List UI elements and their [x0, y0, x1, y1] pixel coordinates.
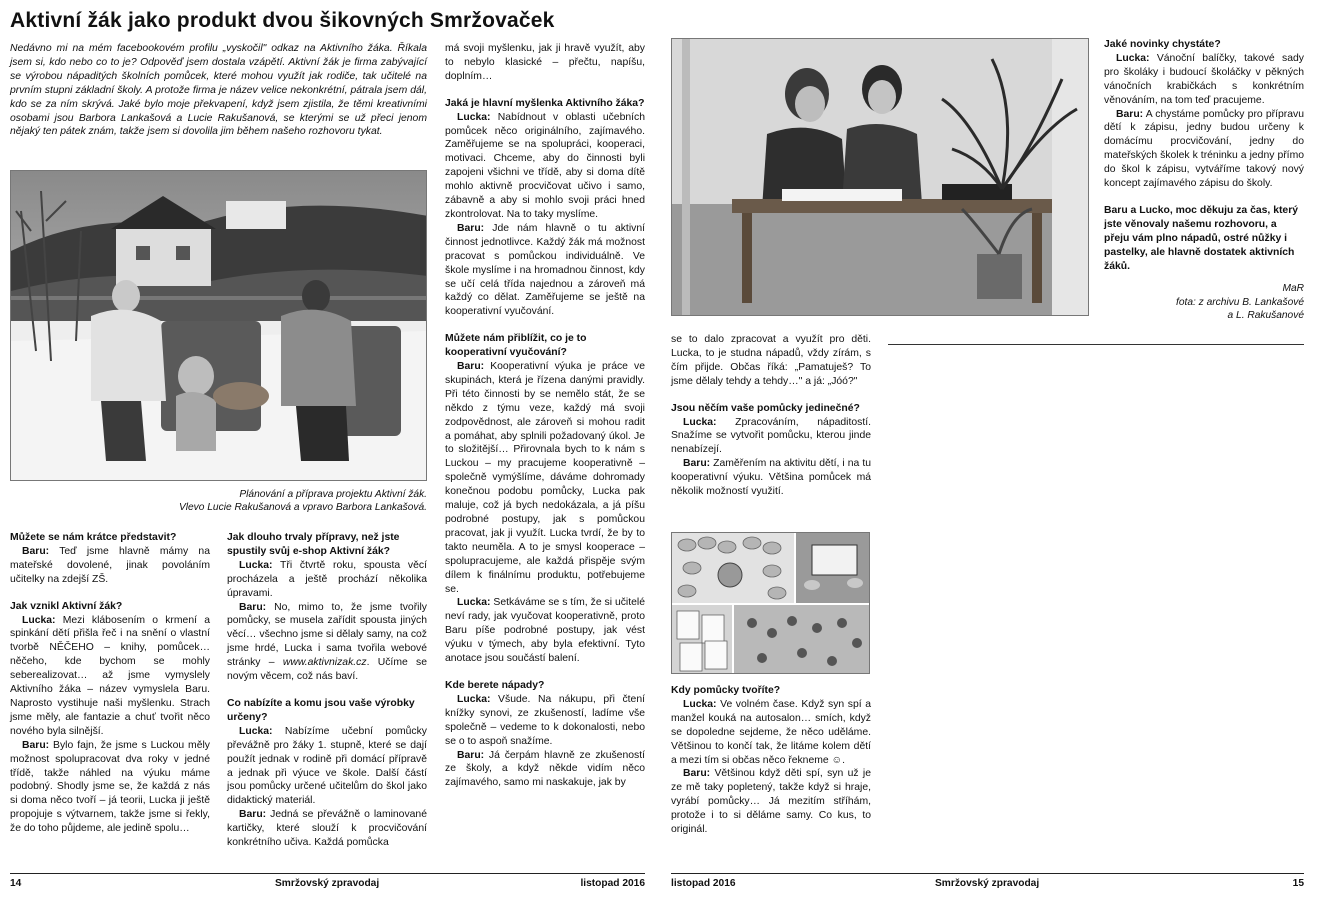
interview-answer: Lucka: Tři čtvrtě roku, spousta věcí procházela a ještě prochází několika úpravami. [227, 559, 427, 599]
interview-question: Jak vznikl Aktivní žák? [10, 600, 123, 612]
interview-answer: Lucka: Mezi klábosením o krmení a spinkání dětí přišla řeč i na snění o vlastní tvorbě NĚČEHO – knihy, pomůcek… něčeho, kde bychom se mohly seberealizovat… až jsme vymyslely Aktivního žáka – název vymyslela Baru. Naprosto vystihuje naši myšlenku. Strach jsme měly, ale fantazie a chuť tvořit něco nového byla silnější. [10, 614, 210, 737]
signature [1104, 282, 1304, 323]
speaker-name: Lucka: [239, 725, 273, 737]
issue-date-right: listopad 2016 [671, 878, 736, 889]
footer-rule-left [10, 873, 645, 874]
interview-answer: Baru: Většinou když děti spí, syn už je ze mě taky popletený, takže když si hraje, vyrábí pomůcky… Já mezitím stříhám, protože i to si děláme samy. Co kus, to originál. [671, 768, 871, 836]
continued-text: se to dalo zpracovat a využít pro děti. Lucka, to je studna nápadů, vždy zírám, s čím přijde. Občas říká: „Pamatuješ? To jsme dělaly tehdy a tehdy…" a já: „Jóó?" [671, 334, 871, 387]
issue-date-left: listopad 2016 [580, 878, 645, 889]
speaker-name: Lucka: [22, 614, 56, 626]
speaker-name: Lucka: [457, 111, 491, 123]
teaching-aids-collage [671, 532, 870, 674]
publication-name-right: Smržovský zpravodaj [935, 878, 1040, 889]
caption-line-2: Vlevo Lucie Rakušanová a vpravo Barbora Lankašová. [178, 502, 427, 513]
interview-answer: Lucka: Setkáváme se s tím, že si učitelé neví rady, jak vyučovat kooperativně, proto Baru píše podrobné postupy, jak vést výuku v týmech, aby byla efektivní. Tyto anotace jsou součástí balení. [445, 597, 645, 665]
interview-answer: Baru: A chystáme pomůcky pro přípravu dětí k zápisu, jedny budou určeny k domácímu procvičování, jedny do mateřských školek k tréninku a jedny přímo do škol k zápisu, vytváříme takový nový koncept zajímavého zápisu do školy. [1104, 108, 1304, 190]
column-3 [445, 42, 645, 790]
speaker-name: Baru: [457, 361, 485, 373]
interview-answer: Baru: Jedná se převážně o laminované kartičky, které slouží k procvičování konkrétního učiva. Každá pomůcka [227, 809, 427, 849]
speaker-name: Baru: [22, 545, 50, 557]
interview-question: Jsou něčím vaše pomůcky jedinečné? [671, 402, 860, 414]
speaker-name: Lucka: [683, 416, 717, 428]
interview-answer: Lucka: Všude. Na nákupu, při čtení knížky synovi, ze zkušeností, ladíme vše společně – vedeme to k dokonalosti, nebo se o to aspoň snažíme. [445, 693, 645, 747]
continued-text: má svoji myšlenku, jak ji hravě využít, aby to nebylo klasické – přečtu, napíšu, doplním… [445, 43, 645, 82]
column-4 [671, 333, 871, 499]
photo-credit-line-2: a L. Rakušanové [1227, 310, 1304, 321]
speaker-name: Baru: [683, 458, 711, 470]
interview-question: Kde berete nápady? [445, 679, 545, 691]
speaker-name: Baru: [457, 749, 485, 761]
interview-answer: Lucka: Ve volném čase. Když syn spí a manžel kouká na autosalon… smích, když se dopoledne sejdeme, že něco uděláme. Většinou to končí tak, že litáme kolem dětí a mezi tím si občas něco řekneme ☺. [671, 698, 871, 766]
interview-question: Jak dlouho trvaly přípravy, než jste spustily svůj e-shop Aktivní žák? [227, 532, 400, 557]
speaker-name: Lucka: [457, 693, 491, 705]
page-number-right: 15 [1292, 878, 1304, 889]
author-initials: MaR [1282, 283, 1304, 294]
caption-line-1: Plánování a příprava projektu Aktivní žák. [239, 489, 427, 500]
column-2 [227, 531, 427, 850]
interview-question: Co nabízíte a komu jsou vaše výrobky určeny? [227, 697, 415, 723]
website-url: www.aktivnizak.cz [282, 657, 367, 669]
speaker-name: Baru: [239, 601, 267, 613]
interview-answer: Baru: Jde nám hlavně o tu aktivní činnost jednotlivce. Každý žák má možnost pracovat s pomůckou individuálně. Ve škole myslíme i na hromadnou činnost, kdy se učí celá třída najednou a zároveň má každý co dělat. Zaměřujeme se ještě na kooperativní vyučování. [445, 222, 645, 318]
article-intro: Nedávno mi na mém facebookovém profilu „vyskočil" odkaz na Aktivního žáka. Říkala jsem si, kdo nebo co to je? Odpověď jsem dostala vzápětí. Aktivní žák je firma zabývající se výrobou nápaditých školních pomůcek, které mohou využít jak rodiče, tak učitelé na prvním stupni základní školy. A protože firma je název velice nekonkrétní, pátrala jsem dál, kdo se za ním skrývá. Jaké bylo moje překvapení, když jsem zjistila, že těmi kreativními osobami jsou Barbora Lankašová a Lucie Rakušanová, se kterými se už přeci jenom nějaký ten pátek znám, takže jsem si dovolila jim během našeho rozhovoru tykat. [10, 43, 427, 138]
winter-photo [10, 170, 427, 481]
speaker-name: Lucka: [683, 698, 717, 710]
interview-question: Jaká je hlavní myšlenka Aktivního žáka? [445, 97, 645, 109]
photo-credit-line-1: fota: z archivu B. Lankašové [1176, 296, 1304, 308]
interview-answer: Lucka: Nabízíme učební pomůcky převážně pro žáky 1. stupně, které se dají použít jednak v rodině při domácí přípravě a jednak při výuce ve škole. Další částí jsou pomůcky určené učitelům do škol jako didaktický materiál. [227, 725, 427, 807]
speaker-name: Lucka: [457, 597, 491, 609]
interview-question: Můžete se nám krátce představit? [10, 532, 177, 543]
speaker-name: Baru: [22, 739, 50, 751]
interview-answer: Baru: Kooperativní výuka je práce ve skupinách, která je řízena danými pravidly. Při této činnosti by se nemělo stát, že se někdo z týmu veze, každý má svoji zodpovědnost, ale zároveň si mohou radit a pomáhat, aby splnili požadovaný úkol. Je to složitější… Přirovnala bych to k nám s Luckou – my pracujeme kooperativně – společně vymýšlíme, dáváme dohromady konečnou podobu pomůcky, Lucka pak maluje, což já bych nedokázala, a já píšu podrobné postupy, jak s pomůckou pracovat, jak ji využít. Lucka tvrdí, že by to takto neuměla. A to je smysl kooperace – spolupracujeme, ale každá přispěje svým dílem k finálnímu produktu, potřebujeme se. [445, 361, 645, 595]
speaker-name: Baru: [1116, 108, 1144, 120]
column-4-continued [671, 684, 871, 837]
interview-answer: Lucka: Vánoční balíčky, takové sady pro školáky i budoucí školáčky v pěkných vánočních krabičkách s konkrétním věnováním, na tom teď pracujeme. [1104, 52, 1304, 106]
speaker-name: Lucka: [239, 559, 273, 571]
section-rule [888, 344, 1304, 345]
speaker-name: Baru: [457, 222, 485, 234]
interview-question: Můžete nám přiblížit, co je to kooperativní vyučování? [445, 333, 587, 359]
speaker-name: Lucka: [1116, 52, 1150, 64]
workshop-photo [671, 38, 1089, 316]
speaker-name: Baru: [683, 768, 711, 780]
interview-answer: Baru: Bylo fajn, že jsme s Luckou měly možnost spolupracovat dva roky v jedné třídě, takže náhled na výuku máme podobný. Shodly jsme se, že každá z nás si doma něco tvoří – já teorii, Lucka ji ještě propojuje s výtvarnem, takže jsme si řekly, že do toho půjdeme, ale jedině spolu… [10, 739, 210, 835]
photo-caption [10, 488, 427, 514]
column-1 [10, 531, 210, 836]
interview-answer: Lucka: Nabídnout v oblasti učebních pomůcek něco originálního, zajímavého. Zaměřujeme se na spolupráci, kooperaci, motivaci. Chceme, aby do činnosti byli zapojeni všichni ve třídě, aby si doma dítě mohlo aktivně procvičovat učivo i samo, zábavně a aby si mohlo svoji práci hned zkontrolovat. Na to taky myslíme. [445, 111, 645, 220]
interview-question: Jaké novinky chystáte? [1104, 39, 1221, 50]
speaker-name: Baru: [239, 809, 267, 821]
interview-answer: Baru: Já čerpám hlavně ze zkušeností ze školy, a když někde vidím něco zajímavého, samo mi naskakuje, jak by [445, 749, 645, 789]
footer-rule-right [671, 873, 1304, 874]
interview-answer: Baru: No, mimo to, že jsme tvořily pomůcky, se musela zařídit spousta jiných věcí… všechno jsme si dělaly samy, na což jsme hrdé, Lucka i sama tvořila webové stránky – www.aktivnizak.cz. Učíme se novým věcem, což nás baví. [227, 601, 427, 683]
interview-question: Baru a Lucko, moc děkuju za čas, který jste věnovaly našemu rozhovoru, a přeju vám plno nápadů, ostré nůžky i pastelky, ale hlavně dostatek aktivních žáků. [1104, 204, 1299, 272]
page-number-left: 14 [10, 878, 22, 889]
publication-name-left: Smržovský zpravodaj [275, 878, 380, 889]
column-5 [1104, 38, 1304, 274]
interview-answer: Baru: Zaměřením na aktivitu dětí, i na tu kooperativní výuku. Většina pomůcek má několik možností využití. [671, 458, 871, 498]
article-title: Aktivní žák jako produkt dvou šikovných Smržovaček [10, 9, 555, 32]
interview-question: Kdy pomůcky tvoříte? [671, 685, 781, 696]
interview-answer: Baru: Teď jsme hlavně mámy na mateřské dovolené, jinak povoláním učitelky na zdejší ZŠ. [10, 545, 210, 585]
interview-answer: Lucka: Zpracováním, nápaditostí. Snažíme se vytvořit pomůcku, kterou jinde nenabízejí. [671, 416, 871, 456]
